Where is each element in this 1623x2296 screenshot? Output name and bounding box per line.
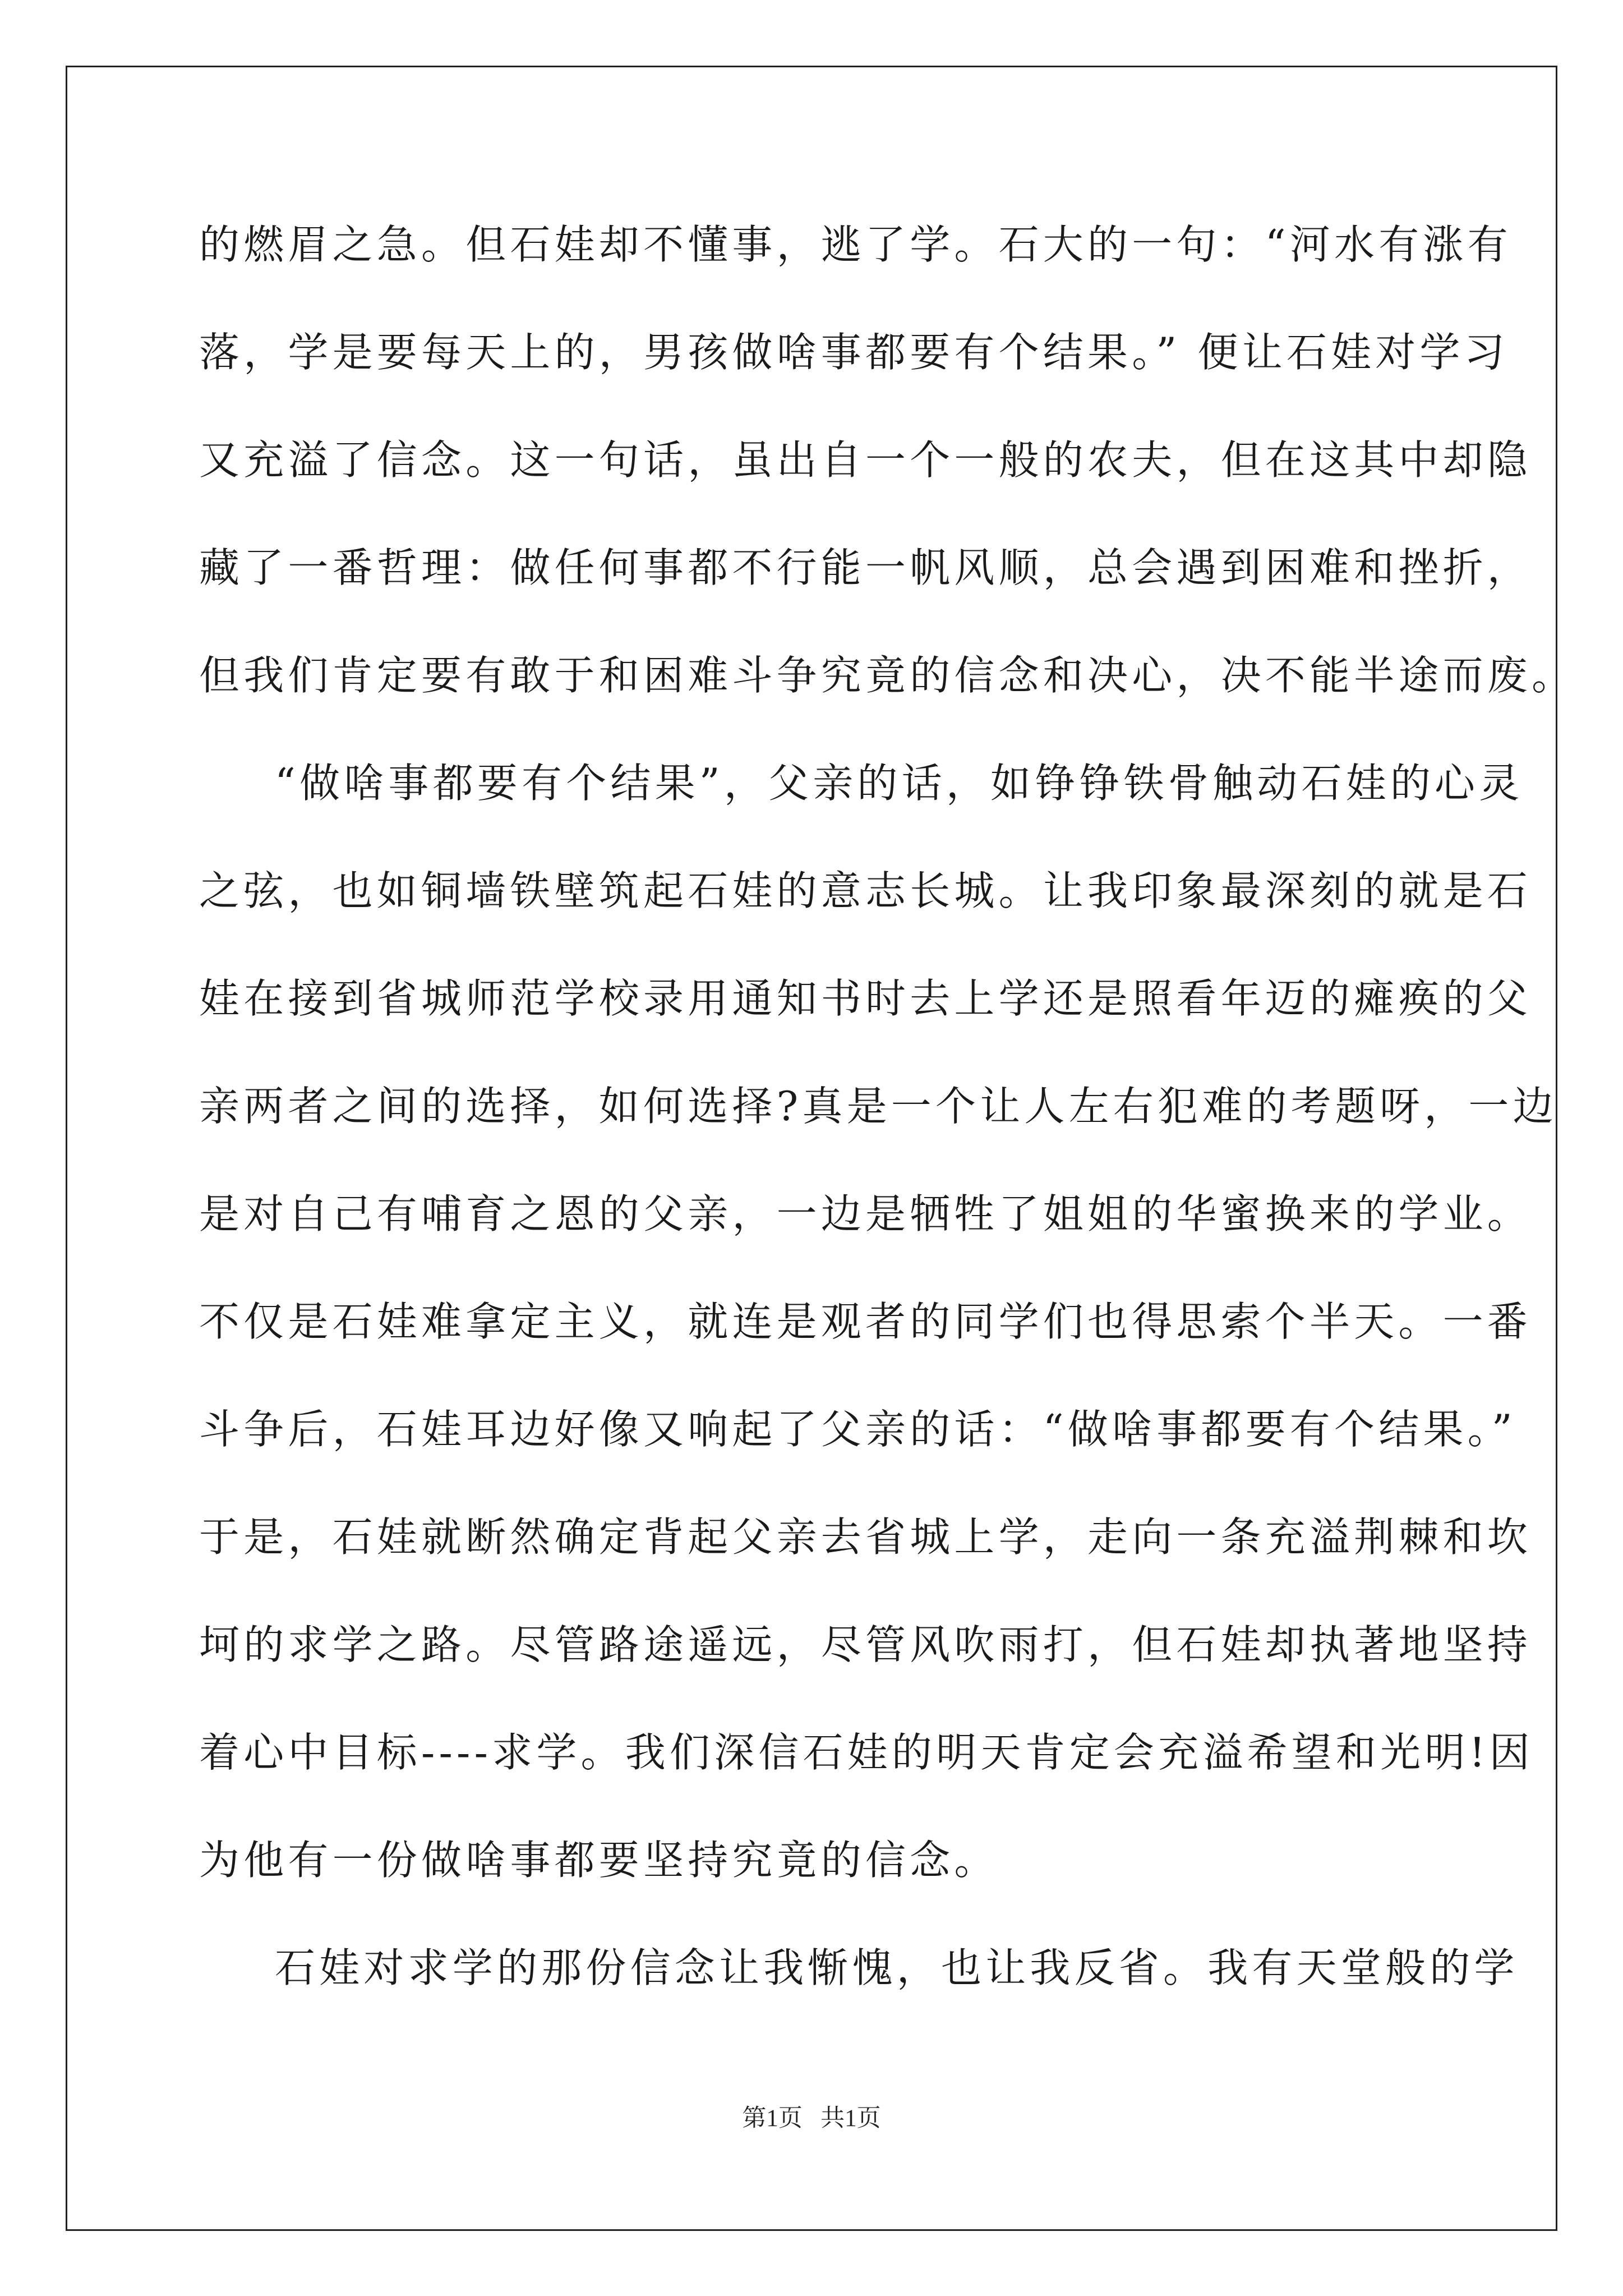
text-line: 是对自己有哺育之恩的父亲，一边是牺牲了姐姐的华蜜换来的学业。 [199,1190,1532,1237]
page-border [66,66,1557,2231]
text-line: 之弦，也如铜墙铁壁筑起石娃的意志长城。让我印象最深刻的就是石 [199,867,1532,914]
text-line: 为他有一份做啥事都要坚持究竟的信念。 [199,1837,999,1884]
paragraph-start-line: “做啥事都要有个结果”，父亲的话，如铮铮铁骨触动石娃的心灵 [275,760,1524,807]
text-line: 斗争后，石娃耳边好像又响起了父亲的话：“做啥事都要有个结果。” [199,1406,1516,1453]
text-line: 着心中目标----求学。我们深信石娃的明天肯定会充溢希望和光明!因 [199,1729,1534,1776]
text-line: 又充溢了信念。这一句话，虽出自一个一般的农夫，但在这其中却隐 [199,436,1532,484]
text-line: 但我们肯定要有敢于和困难斗争究竟的信念和决心，决不能半途而废。 [199,652,1576,699]
text-line: 的燃眉之急。但石娃却不懂事，逃了学。石大的一句：“河水有涨有 [199,221,1512,268]
paragraph-start-line: 石娃对求学的那份信念让我惭愧，也让我反省。我有天堂般的学 [275,1944,1519,1991]
text-line: 藏了一番哲理：做任何事都不行能一帆风顺，总会遇到困难和挫折， [199,544,1532,591]
page-number-footer: 第1页 共1页 [742,2105,881,2132]
text-line: 娃在接到省城师范学校录用通知书时去上学还是照看年迈的瘫痪的父 [199,975,1532,1022]
text-line: 不仅是石娃难拿定主义，就连是观者的同学们也得思索个半天。一番 [199,1298,1532,1345]
text-line: 亲两者之间的选择，如何选择?真是一个让人左右犯难的考题呀，一边 [199,1083,1557,1130]
text-line: 坷的求学之路。尽管路途遥远，尽管风吹雨打，但石娃却执著地坚持 [199,1621,1532,1668]
text-line: 落，学是要每天上的，男孩做啥事都要有个结果。” 便让石娃对学习 [199,329,1509,376]
text-line: 于是，石娃就断然确定背起父亲去省城上学，走向一条充溢荆棘和坎 [199,1513,1532,1561]
